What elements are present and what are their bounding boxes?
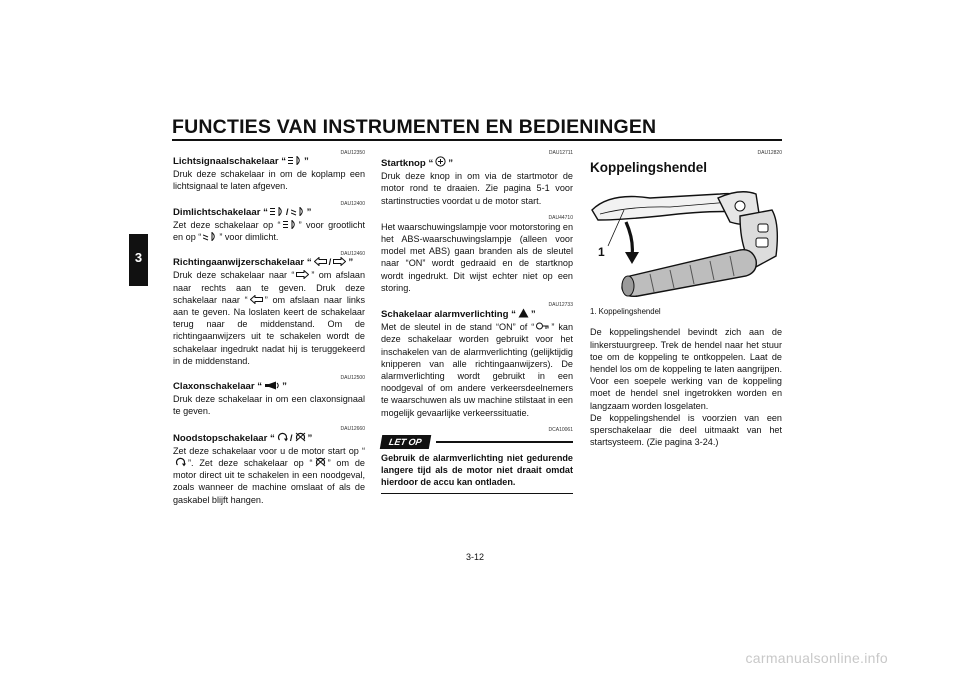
section-body: De koppelingshendel is voorzien van een sperschakelaar die deel uitmaakt van het startsysteem. (Zie pagina 3-24.) — [590, 412, 782, 448]
page-title: FUNCTIES VAN INSTRUMENTEN EN BEDIENINGEN — [172, 116, 657, 138]
section-code: DAU12733 — [548, 302, 573, 309]
section-title-light-signal: Lichtsignaalschakelaar “ ” — [173, 156, 309, 167]
caution-rule — [436, 441, 573, 443]
section-title-engine-stop: Noodstopschakelaar “ / ” — [173, 432, 313, 444]
section-title-hazard: Schakelaar alarmverlichting “ ” — [381, 309, 536, 321]
turn-left-icon — [314, 257, 327, 266]
column-3 — [590, 150, 782, 448]
section-code: DAU12350 — [340, 150, 365, 156]
title-rule — [172, 139, 782, 141]
engine-stop-icon — [315, 457, 326, 467]
section-code: DAU12820 — [757, 150, 782, 156]
chapter-tab — [129, 234, 148, 286]
high-beam-icon — [283, 220, 297, 229]
headlight-icon — [288, 156, 302, 165]
clutch-lever-figure — [590, 180, 782, 302]
section-title-clutch: Koppelingshendel — [590, 160, 708, 175]
horn-icon — [264, 381, 280, 390]
page-number: 3-12 — [466, 552, 485, 562]
section-code: DCA10061 — [548, 426, 573, 433]
section-code: DAU12460 — [340, 251, 365, 258]
engine-run-icon — [277, 432, 288, 442]
high-beam-icon — [270, 207, 284, 216]
turn-right-icon — [333, 257, 346, 266]
section-body: Druk deze schakelaar in om een claxonsignaal te geven. — [173, 394, 365, 417]
chapter-number: 3 — [134, 250, 143, 265]
engine-stop-icon — [295, 432, 306, 442]
section-title-start: Startknop “ ” — [381, 158, 454, 169]
turn-right-icon — [296, 270, 309, 279]
low-beam-icon — [291, 207, 305, 216]
column-1 — [173, 150, 365, 506]
caution-end-rule — [381, 493, 573, 495]
section-title-dimmer: Dimlichtschakelaar “ / ” — [173, 206, 312, 218]
caution-label: LET OP — [380, 435, 431, 449]
section-code: DAU12400 — [340, 200, 365, 207]
turn-left-icon — [250, 295, 263, 304]
figure-callout-1: 1 — [598, 245, 605, 260]
section-title-turn-signal: Richtingaanwijzerschakelaar “ / ” — [173, 257, 354, 269]
start-icon — [435, 156, 446, 167]
section-body: Zet deze schakelaar op “ ” voor grootlicht en op “ ” voor dimlicht. — [173, 219, 365, 243]
figure-caption: 1. Koppelingshendel — [590, 307, 661, 317]
engine-run-icon — [175, 457, 186, 467]
section-body: Druk deze schakelaar naar “ ” om afslaan naar rechts aan te geven. Druk deze schakelaar naar “ ” om afslaan naar links aan te geven. Na loslaten keert de schakelaar terug naar de middenstand. Om de richtingaanwijzers uit te schakelen wordt de schakelaar ingedrukt nadat hij is teruggekeerd in de middenstand. — [173, 270, 366, 366]
section-code: DAU12660 — [340, 425, 365, 432]
section-code: DAU44710 — [548, 214, 573, 221]
caution-header — [381, 435, 573, 449]
hazard-icon — [518, 308, 529, 318]
section-body: Druk deze knop in om via de startmotor de motor rond te draaien. Zie pagina 5-1 voor startinstructies voordat u de motor start. — [381, 171, 573, 206]
section-body: De koppelingshendel bevindt zich aan de linkerstuurgreep. Trek de hendel naar het stuur toe om de koppeling te ontkoppelen. Laat de hendel los om de koppeling te laten aangrijpen. Voor een soepele werking van de koppeling moet de hendel snel ingetrokken worden en langzaam worden losgelaten. — [590, 327, 782, 411]
section-body: Zet deze schakelaar voor u de motor start op “”. Zet deze schakelaar op “ ” om de motor direct uit te schakelen in een noodgeval, zoals wanneer de machine omslaat of als de gaskabel blijft hangen. — [173, 445, 365, 505]
caution-text: Gebruik de alarmverlichting niet gedurende langere tijd als de motor niet draait omdat hierdoor de accu kan ontladen. — [381, 453, 573, 488]
low-beam-icon — [203, 232, 217, 241]
section-code: DAU12711 — [548, 150, 573, 156]
section-body: Het waarschuwingslampje voor motorstoring en het ABS-waarschuwingslampje (alleen voor model met ABS) gaan branden als de sleutel naar “ON” wordt gedraaid en de startknop wordt ingedrukt. Dit wijst echter niet op een storing. — [381, 221, 573, 293]
clutch-lever-illustration — [590, 180, 782, 302]
section-title-horn: Claxonschakelaar “ ” — [173, 381, 287, 393]
column-2 — [381, 150, 573, 494]
section-body: Druk deze schakelaar in om de koplamp een lichtsignaal te laten afgeven. — [173, 169, 365, 192]
parking-key-icon — [536, 321, 549, 331]
section-body: Met de sleutel in de stand “ON” of “ ” kan deze schakelaar worden gebruikt voor het inschakelen van de alarmverlichting (gelijktijdig knipperen van alle richtingaanwijzers). De alarmverlichting wordt gebruikt in een noodgeval of om andere verkeersdeelnemers te waarschuwen als uw machine stilstaat in een mogelijk gevaarlijke verkeerssituatie. — [381, 322, 574, 418]
watermark: carmanualsonline.info — [745, 650, 888, 666]
section-code: DAU12500 — [340, 375, 365, 382]
